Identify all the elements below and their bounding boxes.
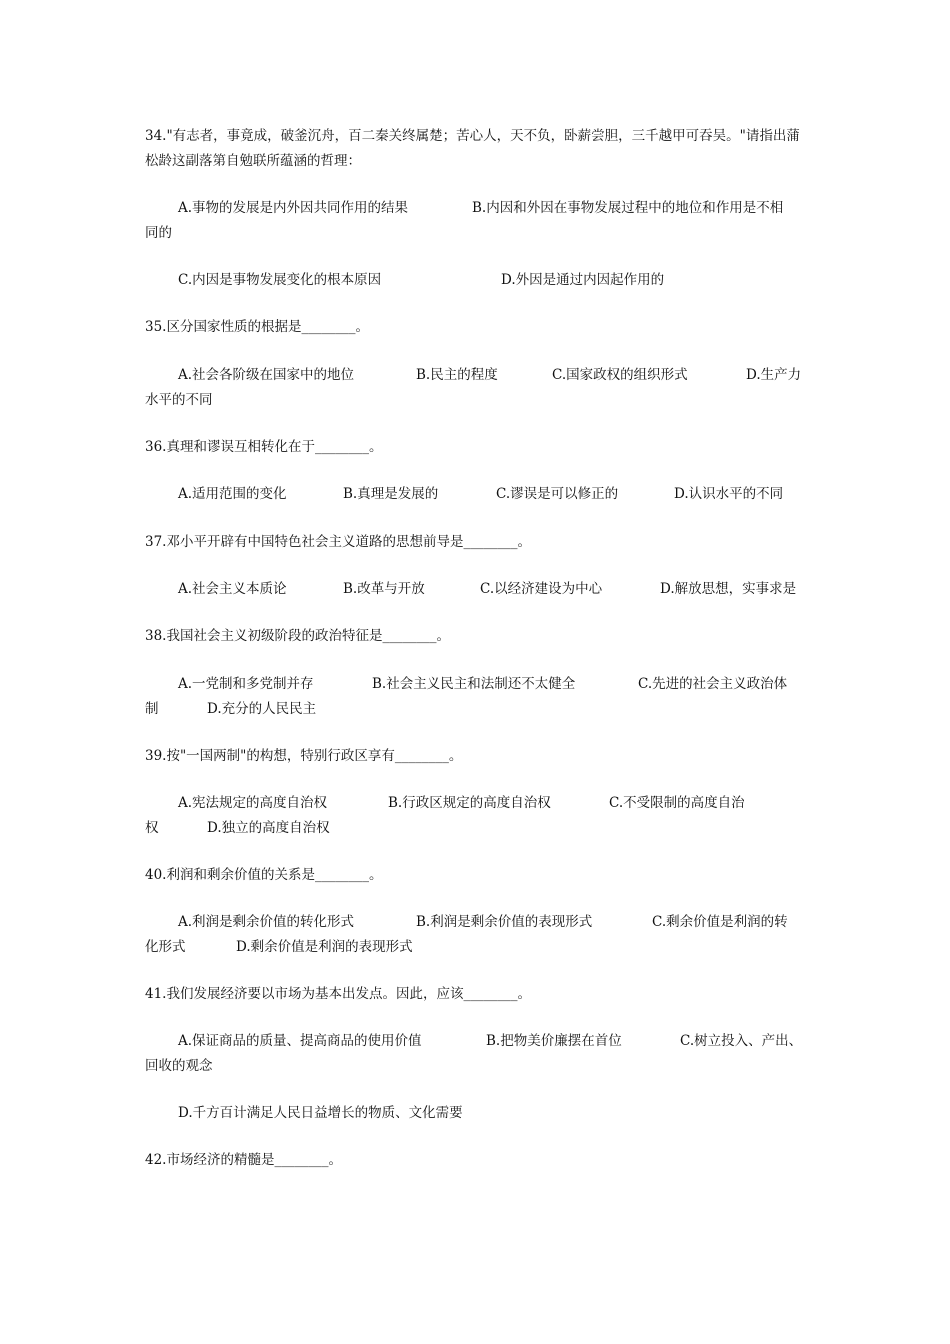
question-39-option-c-continued: 权 bbox=[145, 820, 159, 836]
question-35-stem: 35.区分国家性质的根据是________。 bbox=[145, 319, 369, 335]
question-35-option-c: C.国家政权的组织形式 bbox=[552, 367, 688, 383]
question-36-option-d: D.认识水平的不同 bbox=[674, 486, 784, 502]
question-38-option-c: C.先进的社会主义政治体 bbox=[638, 676, 788, 692]
question-41-stem: 41.我们发展经济要以市场为基本出发点。因此，应该________。 bbox=[145, 986, 531, 1002]
question-38-option-b: B.社会主义民主和法制还不太健全 bbox=[372, 676, 576, 692]
question-36-option-a: A.适用范围的变化 bbox=[178, 486, 287, 502]
question-40-option-c-continued: 化形式 bbox=[145, 939, 186, 955]
question-34-option-c: C.内因是事物发展变化的根本原因 bbox=[178, 272, 382, 288]
question-34-option-d: D.外因是通过内因起作用的 bbox=[501, 272, 665, 288]
question-35-option-a: A.社会各阶级在国家中的地位 bbox=[178, 367, 355, 383]
question-34-stem-line2: 松龄这副落第自勉联所蕴涵的哲理： bbox=[145, 153, 361, 169]
question-35-option-d-continued: 水平的不同 bbox=[145, 392, 213, 408]
question-40-option-c: C.剩余价值是利润的转 bbox=[652, 914, 788, 930]
question-41-option-c-continued: 回收的观念 bbox=[145, 1058, 213, 1074]
question-35-option-b: B.民主的程度 bbox=[416, 367, 498, 383]
question-34-option-b: B.内因和外因在事物发展过程中的地位和作用是不相 bbox=[472, 200, 784, 216]
question-34-stem-line1: 34."有志者，事竟成，破釜沉舟，百二秦关终属楚；苦心人，天不负，卧薪尝胆，三千越甲可吞吴。"请指出蒲 bbox=[145, 128, 800, 144]
question-41-option-a: A.保证商品的质量、提高商品的使用价值 bbox=[178, 1033, 422, 1049]
question-39-stem: 39.按"一国两制"的构想，特别行政区享有________。 bbox=[145, 748, 463, 764]
question-37-option-d: D.解放思想，实事求是 bbox=[660, 581, 797, 597]
question-35-option-d: D.生产力 bbox=[746, 367, 802, 383]
question-40-stem: 40.利润和剩余价值的关系是________。 bbox=[145, 867, 383, 883]
question-36-option-b: B.真理是发展的 bbox=[343, 486, 439, 502]
question-37-option-c: C.以经济建设为中心 bbox=[480, 581, 603, 597]
question-37-option-b: B.改革与开放 bbox=[343, 581, 425, 597]
question-39-option-d: D.独立的高度自治权 bbox=[207, 820, 330, 836]
question-40-option-a: A.利润是剩余价值的转化形式 bbox=[178, 914, 355, 930]
question-38-option-a: A.一党制和多党制并存 bbox=[178, 676, 314, 692]
question-41-option-d: D.千方百计满足人民日益增长的物质、文化需要 bbox=[178, 1105, 463, 1121]
question-36-option-c: C.谬误是可以修正的 bbox=[496, 486, 619, 502]
question-38-option-c-continued: 制 bbox=[145, 701, 159, 717]
question-41-option-b: B.把物美价廉摆在首位 bbox=[486, 1033, 622, 1049]
question-38-option-d: D.充分的人民民主 bbox=[207, 701, 317, 717]
question-40-option-b: B.利润是剩余价值的表现形式 bbox=[416, 914, 593, 930]
question-37-option-a: A.社会主义本质论 bbox=[178, 581, 287, 597]
question-39-option-c: C.不受限制的高度自治 bbox=[609, 795, 745, 811]
question-39-option-b: B.行政区规定的高度自治权 bbox=[388, 795, 551, 811]
question-38-stem: 38.我国社会主义初级阶段的政治特征是________。 bbox=[145, 628, 450, 644]
question-39-option-a: A.宪法规定的高度自治权 bbox=[178, 795, 328, 811]
question-40-option-d: D.剩余价值是利润的表现形式 bbox=[236, 939, 413, 955]
question-37-stem: 37.邓小平开辟有中国特色社会主义道路的思想前导是________。 bbox=[145, 534, 531, 550]
question-42-stem: 42.市场经济的精髓是________。 bbox=[145, 1152, 342, 1168]
question-41-option-c: C.树立投入、产出、 bbox=[680, 1033, 803, 1049]
question-36-stem: 36.真理和谬误互相转化在于________。 bbox=[145, 439, 383, 455]
question-34-option-b-continued: 同的 bbox=[145, 225, 172, 241]
question-34-option-a: A.事物的发展是内外因共同作用的结果 bbox=[178, 200, 409, 216]
